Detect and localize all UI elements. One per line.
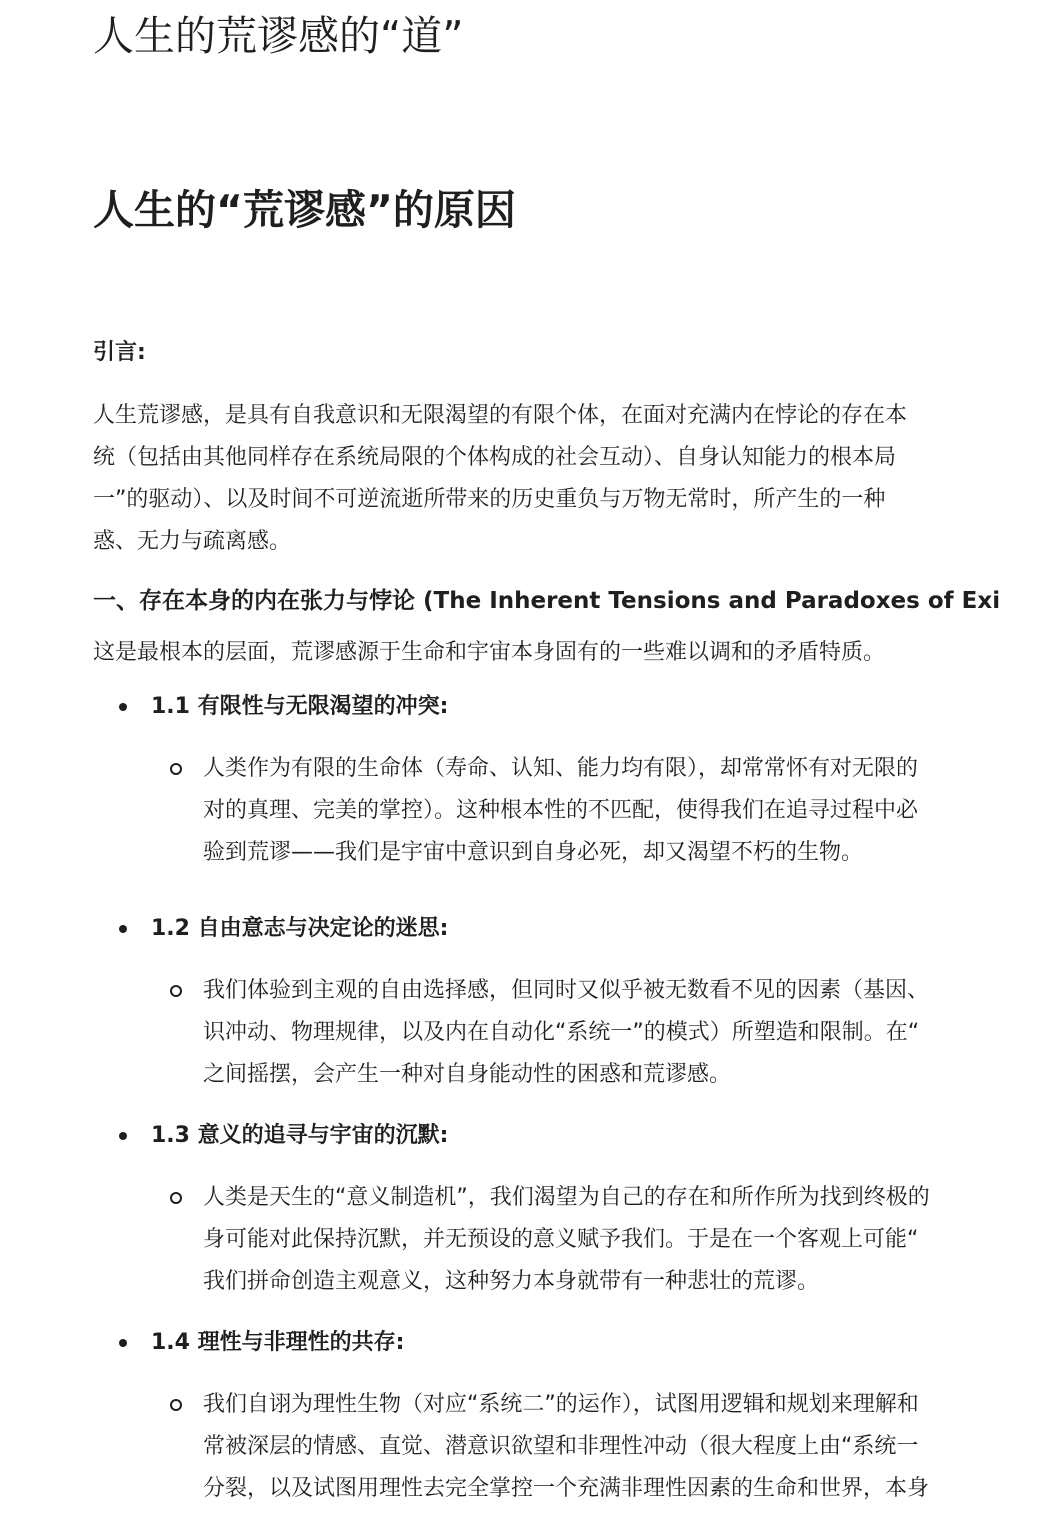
list-item bbox=[93, 1119, 1058, 1303]
sub-item-line: 常被深层的情感、直觉、潜意识欲望和非理性冲动（很大程度上由“系统一 bbox=[203, 1434, 919, 1459]
sub-item-line: 识冲动、物理规律，以及内在自动化“系统一”的模式）所塑造和限制。在“ bbox=[203, 1020, 920, 1045]
intro-label: 引言: bbox=[93, 340, 146, 365]
sub-item-line: 人类作为有限的生命体（寿命、认知、能力均有限），却常常怀有对无限的 bbox=[203, 756, 919, 781]
list-item-title bbox=[93, 912, 1058, 946]
list-item bbox=[93, 912, 1058, 1096]
sub-list-item bbox=[93, 748, 1058, 874]
bullet-disc-icon bbox=[119, 703, 127, 711]
section-heading: 人生的“荒谬感”的原因 bbox=[93, 186, 516, 234]
list-item-title bbox=[93, 1119, 1058, 1153]
list-item-title bbox=[93, 1326, 1058, 1360]
bullet-disc-icon bbox=[119, 1132, 127, 1140]
sub-item-line: 人类是天生的“意义制造机”，我们渴望为自己的存在和所作所为找到终极的 bbox=[203, 1185, 930, 1210]
list-item-title bbox=[93, 690, 1058, 724]
list-item-title-text: 1.2 自由意志与决定论的迷思: bbox=[151, 916, 449, 941]
intro-line: 人生荒谬感，是具有自我意识和无限渴望的有限个体，在面对充满内在悖论的存在本 bbox=[93, 403, 908, 428]
bullet-circle-icon bbox=[170, 1192, 182, 1204]
bullet-circle-icon bbox=[170, 763, 182, 775]
sub-item-line: 身可能对此保持沉默，并无预设的意义赋予我们。于是在一个客观上可能“ bbox=[203, 1227, 919, 1252]
sub-item-line: 验到荒谬——我们是宇宙中意识到自身必死，却又渴望不朽的生物。 bbox=[203, 840, 864, 865]
bullet-circle-icon bbox=[170, 1399, 182, 1411]
sub-item-line: 我们自诩为理性生物（对应“系统二”的运作），试图用逻辑和规划来理解和 bbox=[203, 1392, 919, 1417]
section1-lead: 这是最根本的层面，荒谬感源于生命和宇宙本身固有的一些难以调和的矛盾特质。 bbox=[93, 640, 886, 665]
list-item bbox=[93, 690, 1058, 874]
sub-item-line: 之间摇摆，会产生一种对自身能动性的困惑和荒谬感。 bbox=[203, 1062, 732, 1087]
bullet-disc-icon bbox=[119, 1339, 127, 1347]
bullet-disc-icon bbox=[119, 925, 127, 933]
intro-line: 统（包括由其他同样存在系统局限的个体构成的社会互动）、自身认知能力的根本局 bbox=[93, 445, 897, 470]
list-item-title-text: 1.3 意义的追寻与宇宙的沉默: bbox=[151, 1123, 449, 1148]
intro-line: 惑、无力与疏离感。 bbox=[93, 529, 292, 554]
section1-heading: 一、存在本身的内在张力与悖论 (The Inherent Tensions and Paradoxes of Exi bbox=[93, 588, 1001, 614]
sub-list-item bbox=[93, 1177, 1058, 1303]
list-item bbox=[93, 1326, 1058, 1510]
sub-list-item bbox=[93, 970, 1058, 1096]
sub-item-line: 我们拼命创造主观意义，这种努力本身就带有一种悲壮的荒谬。 bbox=[203, 1269, 820, 1294]
sub-item-line: 我们体验到主观的自由选择感，但同时又似乎被无数看不见的因素（基因、 bbox=[203, 978, 930, 1003]
sub-item-line: 对的真理、完美的掌控）。这种根本性的不匹配，使得我们在追寻过程中必 bbox=[203, 798, 919, 823]
intro-line: 一”的驱动）、以及时间不可逆流逝所带来的历史重负与万物无常时，所产生的一种 bbox=[93, 487, 886, 512]
document-title: 人生的荒谬感的“道” bbox=[93, 12, 464, 60]
list-item-title-text: 1.1 有限性与无限渴望的冲突: bbox=[151, 694, 449, 719]
list-item-title-text: 1.4 理性与非理性的共存: bbox=[151, 1330, 405, 1355]
intro-paragraph bbox=[93, 395, 907, 563]
sub-item-line: 分裂，以及试图用理性去完全掌控一个充满非理性因素的生命和世界，本身 bbox=[203, 1476, 930, 1501]
bullet-circle-icon bbox=[170, 985, 182, 997]
sub-list-item bbox=[93, 1384, 1058, 1510]
